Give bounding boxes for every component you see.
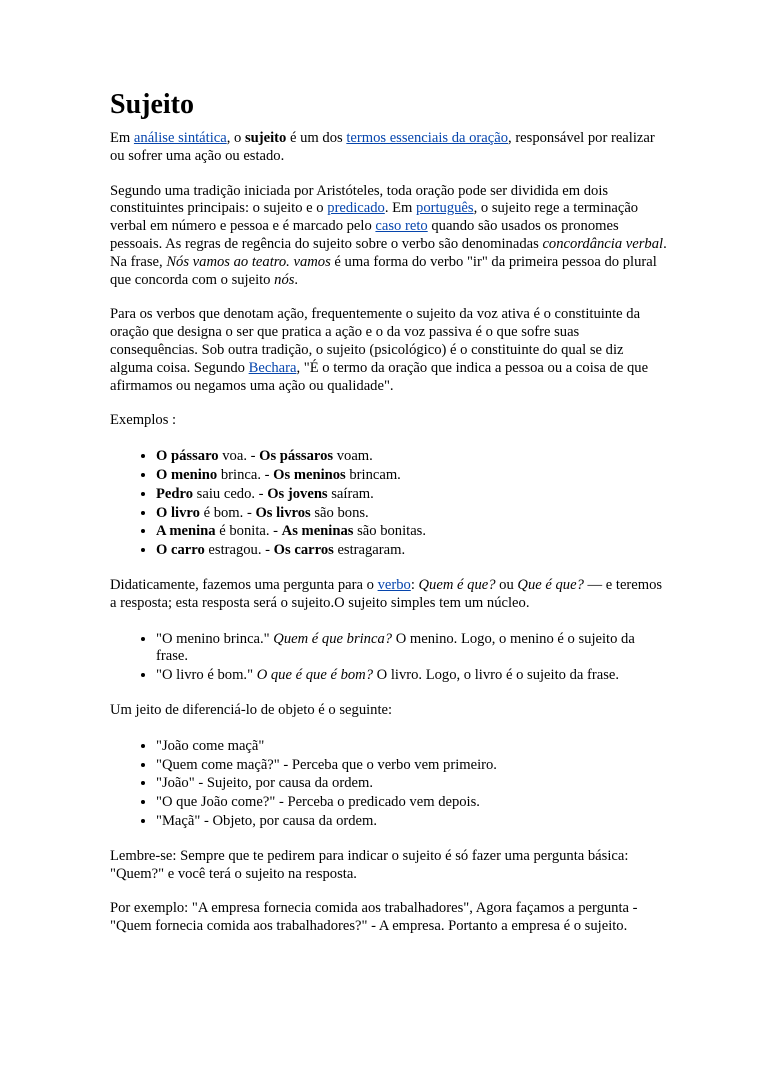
text: — e teremos a resposta; esta resposta será o sujeito.O sujeito simples tem um núcleo.	[110, 576, 663, 611]
text: saiu cedo. -	[193, 485, 268, 502]
list-item	[156, 522, 670, 541]
text: brinca. -	[217, 466, 274, 483]
text: O menino. Logo, o menino é o sujeito da frase.	[156, 630, 635, 665]
bold-term: Os carros	[273, 542, 334, 559]
text: quando são usados os pronomes pessoais. As regras de regência do sujeito sobre o verbo são denominadas	[110, 218, 619, 252]
text: é um dos	[286, 130, 347, 146]
text: "O livro é bom."	[156, 667, 257, 684]
text: estragaram.	[333, 542, 406, 559]
list-item: • "Quem come maçã?" - Perceba que o verbo vem primeiro.	[156, 756, 670, 775]
text: ou	[495, 576, 518, 593]
questions-list	[110, 630, 670, 685]
text: :	[410, 576, 419, 593]
article-body	[110, 88, 670, 953]
link-bechara[interactable]: Bechara	[248, 359, 297, 376]
steps-list	[110, 737, 670, 831]
italic-term: nós	[274, 271, 295, 288]
paragraph-didactic	[110, 577, 670, 613]
bold-term: Os jovens	[267, 485, 328, 502]
italic-term: concordância verbal	[542, 235, 664, 252]
text: saíram.	[327, 485, 374, 502]
paragraph-reminder: Lembre-se: Sempre que te pedirem para indicar o sujeito é só fazer uma pergunta básica: "Quem?" e você terá o sujeito na resposta.	[110, 847, 629, 882]
text: Para os verbos que denotam ação, frequentemente o sujeito da voz ativa é o constituinte da oração que designa o ser que pratica a ação e o da voz passiva é o que sofre suas consequências. Sob outra tradição, o sujeito (psicológico) é o constituinte do qual se diz alguma coisa. Segundo	[110, 306, 641, 376]
italic-question: O que é que é bom?	[256, 667, 373, 684]
text: , o sujeito rege a terminação verbal em número e pessoa e é marcado pelo	[110, 200, 639, 235]
bold-term: O menino	[156, 466, 218, 483]
text: . Em	[384, 200, 417, 217]
text: , o	[226, 130, 245, 146]
bold-term: Os meninos	[273, 466, 346, 483]
text: voam.	[333, 448, 373, 465]
link-predicado[interactable]: predicado	[327, 200, 385, 217]
link-portugues[interactable]: português	[416, 200, 474, 217]
text: voa. -	[218, 448, 260, 465]
list-item: • "O que João come?" - Perceba o predicado vem depois.	[156, 793, 670, 812]
list-item	[156, 630, 670, 667]
paragraph-example: Por exemplo: "A empresa fornecia comida aos trabalhadores", Agora façamos a pergunta - "Quem fornecia comida aos trabalhadores?" - A empresa. Portanto a empresa é o sujeito.	[110, 900, 638, 935]
text: é bonita. -	[215, 523, 282, 540]
paragraph-differentiate: Um jeito de diferenciá-lo de objeto é o seguinte:	[110, 701, 393, 718]
text: , "É o termo da oração que indica a pessoa ou a coisa de que afirmamos ou negamos uma ação ou qualidade".	[110, 359, 649, 394]
bold-term: Pedro	[156, 485, 194, 502]
text: , responsável por realizar ou sofrer uma ação ou estado.	[110, 130, 655, 164]
text: são bons.	[310, 504, 369, 521]
text: Segundo uma tradição iniciada por Aristóteles, toda oração pode ser dividida em dois constituintes principais: o sujeito e o	[110, 182, 609, 217]
italic-example: Nós vamos ao teatro. vamos	[166, 253, 331, 270]
text: é uma forma do verbo "ir" da primeira pessoa do plural que concorda com o sujeito	[110, 253, 657, 288]
list-item: • "João" - Sujeito, por causa da ordem.	[156, 774, 670, 793]
list-item	[156, 466, 670, 485]
bold-term: O carro	[156, 542, 205, 559]
link-verbo[interactable]: verbo	[377, 576, 411, 593]
link-caso-reto[interactable]: caso reto	[375, 218, 428, 235]
bold-term: sujeito	[244, 130, 287, 146]
text: estragou. -	[204, 542, 274, 559]
list-item: • "João come maçã"	[156, 737, 670, 756]
bold-term: Os livros	[255, 504, 311, 521]
list-item	[156, 666, 670, 685]
text: são bonitas.	[353, 523, 426, 540]
italic-question: Quem é que?	[418, 576, 496, 593]
text: "O menino brinca."	[156, 630, 274, 647]
text: . Na frase,	[110, 235, 667, 270]
list-item	[156, 504, 670, 523]
link-analise-sintatica[interactable]: análise sintática	[133, 130, 227, 146]
text: Didaticamente, fazemos uma pergunta para o	[110, 576, 378, 593]
list-item	[156, 541, 670, 560]
list-item	[156, 447, 670, 466]
bold-term: O pássaro	[156, 448, 219, 465]
list-item: • "Maçã" - Objeto, por causa da ordem.	[156, 812, 670, 831]
examples-list	[110, 447, 670, 560]
text: .	[294, 271, 299, 288]
examples-label: Exemplos :	[110, 412, 177, 429]
text: brincam.	[345, 466, 401, 483]
paragraph-definition	[110, 130, 670, 166]
page-title: Sujeito	[110, 89, 194, 120]
list-item	[156, 485, 670, 504]
bold-term: As meninas	[281, 523, 354, 540]
bold-term: Os pássaros	[259, 448, 334, 465]
italic-question: Que é que?	[517, 576, 584, 593]
bold-term: A menina	[156, 523, 216, 540]
italic-question: Quem é que brinca?	[273, 630, 393, 647]
text: Em	[110, 130, 134, 146]
paragraph-tradition	[110, 183, 670, 290]
paragraph-verbs	[110, 306, 670, 395]
text: é bom. -	[199, 504, 256, 521]
text: O livro. Logo, o livro é o sujeito da frase.	[373, 667, 620, 684]
link-termos-essenciais[interactable]: termos essenciais da oração	[346, 130, 509, 146]
bold-term: O livro	[156, 504, 200, 521]
